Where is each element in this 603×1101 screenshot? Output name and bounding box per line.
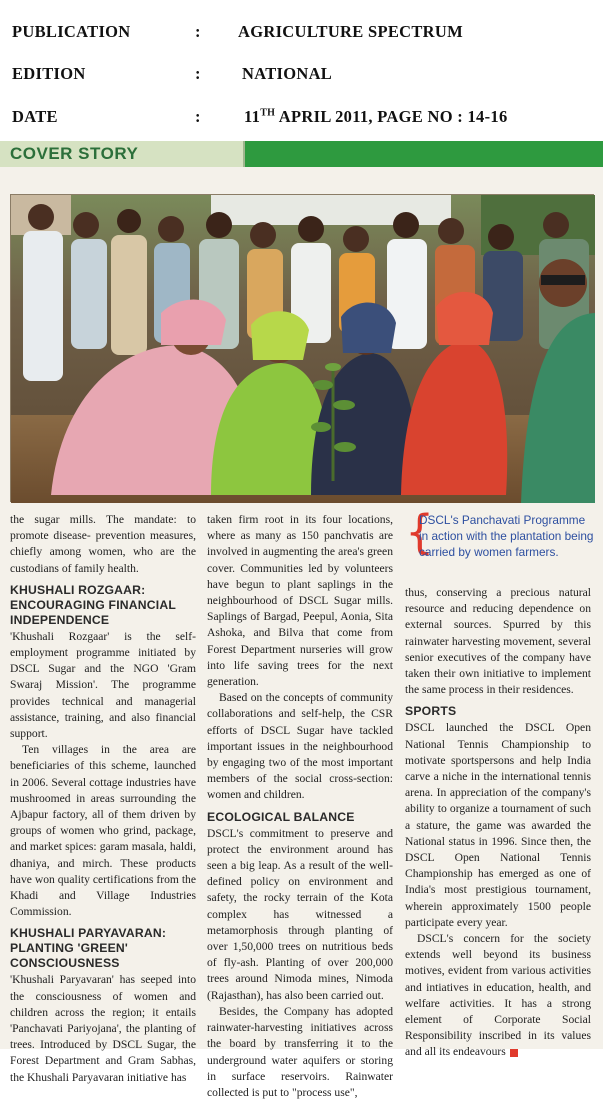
photo-caption [405,505,595,570]
date-key: DATE [12,107,58,126]
heading-khushali-rozgaar: KHUSHALI ROZGAAR: ENCOURAGING FINANCIAL INDEPENDENCE [10,582,176,627]
meta-edition [12,64,592,86]
cover-photo [10,194,594,502]
heading-sports: SPORTS [405,704,457,719]
publication-separator: : [195,22,201,41]
section-band [0,141,603,167]
end-mark-icon [510,1049,518,1057]
date-value [244,107,508,127]
caption-brace: { [405,505,435,559]
edition-separator: : [195,64,201,83]
date-separator: : [195,107,201,126]
section-label-box [0,141,245,167]
article-column-3 [405,585,591,1061]
col1-paragraph-2: 'Khushali Rozgaar' is the self-employment programme initiated by DSCL Sugar and the NGO 'Gram Swaraj Mission'. The programme provides technical and managerial assistance, training, and also financial support. [10,629,196,741]
heading-khushali-paryavaran: KHUSHALI PARYAVARAN: PLANTING 'GREEN' CONSCIOUSNESS [10,926,167,971]
meta-publication [12,22,592,44]
col2-paragraph-1: taken firm root in its four locations, where as many as 150 panchvatis are involved in augmenting the area's green cover. Communities led by volunteers have begun to plant saplings in the neighbourhood of DSCL Sugar mills. Saplings of Bargad, Peepul, Aonia, Sita Ashoka, and Bilva that come from Forest Department nurseries will grow into life saving trees for the next generation. [207,513,393,689]
article-column-1 [10,512,196,1086]
date-suffix: TH [260,107,276,119]
col3-paragraph-1: thus, conserving a precious natural resource and reducing dependence on external sources. Spurred by this rainwater harvesting movement, several senior executives of the company have taken their own initiative to implement the same process in their residences. [405,586,591,697]
col2-paragraph-2: Based on the concepts of community collaborations and self-help, the CSR efforts of DSCL Sugar have tackled important issues in the neighbourhood by engaging two of the most important members of the social cross-section: women and children. [207,691,393,802]
col3-paragraph-3-text: DSCL's concern for the society extends well beyond its business motives, evident from various activities and intiatives in education, health, and welfare activities. It has a strong element of Corporate Social Responsibility inscribed in its values and all its endeavours [405,932,591,1059]
caption-text: DSCL's Panchavati Programme in action with the plantation being carried by women farmers. [419,513,594,559]
article-column-2 [207,512,393,1101]
meta-date [12,107,592,129]
section-label: COVER STORY [10,144,139,163]
edition-value: NATIONAL [242,64,333,83]
col1-paragraph-4: 'Khushali Paryavaran' has seeped into the consciousness of women and children across the region; it entails 'Panchavati Pariyojana', the planting of trees. Introduced by DSCL Sugar, the Forest Department and Gram Sabhas, the Khushali Paryavaran initiative has [10,973,196,1084]
date-day: 11 [244,107,261,126]
col3-paragraph-3 [405,931,591,1061]
col3-paragraph-2: DSCL launched the DSCL Open National Tennis Championship to motivate sportspersons and help India carve a niche in the international tennis arena. In appreciation of the company's ability to organize a tournament of such a stature, the game was awarded the National status in 1996. Since then, the DSCL Open National Tennis Championship has emerged as one of India's most prestigious tournament, wherein approximately 1500 people participate every year. [405,721,591,929]
col1-paragraph-1: the sugar mills. The mandate: to promote disease- prevention measures, chiefly among women, who are the custodians of family health. [10,513,196,575]
date-rest: APRIL 2011, PAGE NO : 14-16 [278,107,508,126]
edition-key: EDITION [12,64,86,83]
col1-paragraph-3: Ten villages in the area are beneficiaries of this scheme, launched in 2006. Several cottage industries have mushroomed in areas surrounding the Ajbapur factory, all of them driven by groups of women who grind, package, and market spices: garam masala, haldi, dhaniya, and mirch. These products have won quality certifications from the Khadi and Village Industries Commission. [10,743,196,919]
col2-paragraph-3: DSCL's commitment to preserve and protect the environment around has seen a big leap. As a result of the well-defined policy on environment and safety, the rocky terrain of the Kota complex has witnessed a metamorphosis through planting of over 1,50,000 trees on nutritious beds of fly-ash. Planting of over 200,000 trees around Nimoda mines, Nimoda (Rajasthan), has also been carried out. [207,826,393,1002]
col2-paragraph-4: Besides, the Company has adopted rainwater-harvesting initiatives across the board by transferring it to the underground water aquifers or storing in surface reservoirs. Rainwater collected is put to "process use", [207,1004,393,1099]
heading-ecological-balance: ECOLOGICAL BALANCE [207,809,355,824]
cover-photo-illustration [11,195,595,503]
publication-key: PUBLICATION [12,22,131,41]
publication-value: AGRICULTURE SPECTRUM [238,22,463,41]
